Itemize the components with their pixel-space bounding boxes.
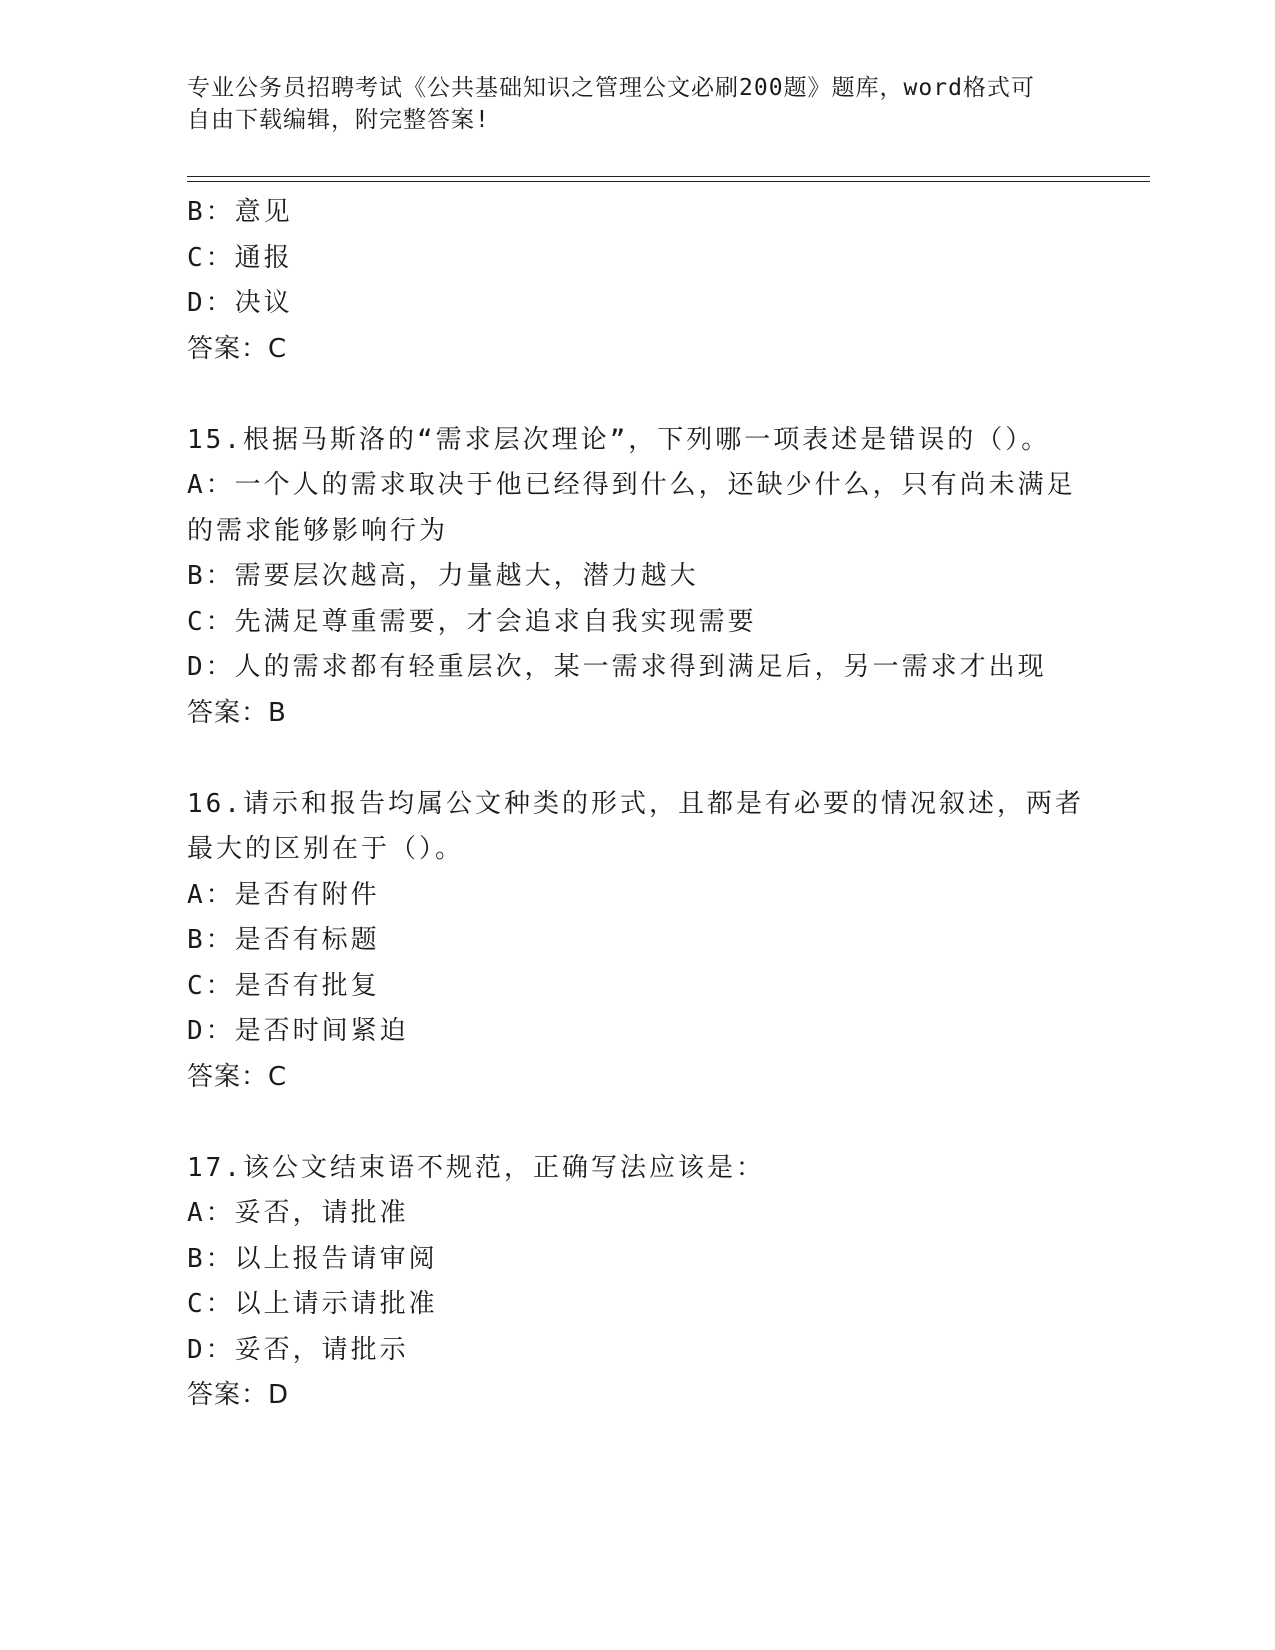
answer-line: 答案：C (187, 1061, 288, 1092)
question-stem: 17.该公文结束语不规范，正确写法应该是： (187, 1152, 765, 1183)
option-d: D：妥否，请批示 (187, 1334, 409, 1365)
option-d: D：人的需求都有轻重层次，某一需求得到满足后，另一需求才出现 (187, 652, 1047, 682)
option-a: A：是否有附件 (187, 879, 380, 910)
option-b: B：需要层次越高，力量越大，潜力越大 (187, 561, 699, 591)
question-list (187, 190, 1087, 1419)
question-stem: 16.请示和报告均属公文种类的形式，且都是有必要的情况叙述，两者 (187, 788, 1084, 819)
question-16 (187, 782, 1087, 1101)
header-divider-top (187, 176, 1150, 177)
option-c: C：是否有批复 (187, 970, 380, 1001)
option-b: B：意见 (187, 197, 293, 227)
question-15 (187, 418, 1087, 737)
option-a-continued: 的需求能够影响行为 (187, 515, 449, 546)
option-c: C：通报 (187, 242, 293, 273)
option-a: A：一个人的需求取决于他已经得到什么，还缺少什么，只有尚未满足 (187, 470, 1076, 500)
header-divider-bottom (187, 181, 1150, 182)
header-line-2: 自由下载编辑，附完整答案! (187, 107, 490, 133)
header-line-1: 专业公务员招聘考试《公共基础知识之管理公文必刷200题》题库，word格式可 (187, 75, 1035, 101)
option-d: D：决议 (187, 288, 293, 318)
question-stem-continued: 最大的区别在于（）。 (187, 834, 465, 864)
question-17 (187, 1146, 1087, 1419)
option-c: C：先满足尊重需要，才会追求自我实现需要 (187, 606, 757, 637)
option-d: D：是否时间紧迫 (187, 1016, 409, 1046)
option-b: B：是否有标题 (187, 925, 380, 955)
option-b: B：以上报告请审阅 (187, 1243, 438, 1274)
answer-line: 答案：D (187, 1380, 290, 1410)
question-stem: 15.根据马斯洛的“需求层次理论”，下列哪一项表述是错误的（）。 (187, 424, 1051, 455)
option-a: A：妥否，请批准 (187, 1198, 409, 1228)
question-carryover (187, 190, 1087, 372)
answer-line: 答案：B (187, 697, 287, 728)
page-header (187, 72, 1067, 136)
option-c: C：以上请示请批准 (187, 1289, 438, 1319)
answer-line: 答案：C (187, 333, 288, 364)
